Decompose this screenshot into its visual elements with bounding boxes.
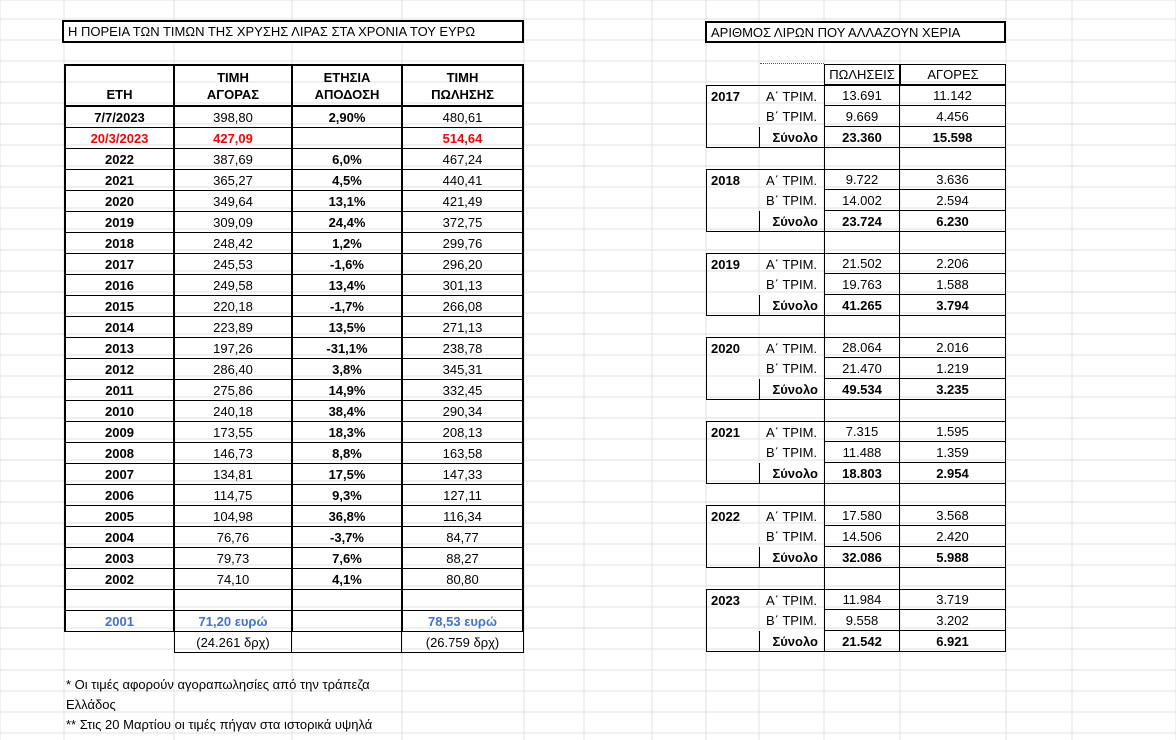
left-row-buy: 349,64: [174, 191, 292, 212]
buys-value: 1.359: [900, 442, 1006, 463]
sales-value: 9.722: [824, 169, 900, 190]
quarter-label: Α΄ ΤΡΙΜ.: [759, 85, 824, 106]
base-row-buy: 71,20 ευρώ: [174, 611, 292, 632]
total-sales: 23.724: [824, 211, 900, 232]
group-year-empty: [706, 547, 759, 568]
spacer-cell: [900, 316, 1006, 337]
quarter-label: Β΄ ΤΡΙΜ.: [765, 529, 818, 544]
left-row-year: 20/3/2023: [64, 128, 174, 149]
group-year: 2019: [706, 253, 759, 274]
sales-value: 14.002: [824, 190, 900, 211]
group-year-empty: [706, 463, 759, 484]
left-row-sell: 345,31: [402, 359, 524, 380]
total-buys: 6.230: [900, 211, 1006, 232]
quarter-label: Β΄ ΤΡΙΜ.: [765, 445, 818, 460]
left-row-year: 2018: [64, 233, 174, 254]
quarter-label: Α΄ ΤΡΙΜ.: [759, 253, 824, 274]
left-row-year: 2011: [64, 380, 174, 401]
left-row-buy: 146,73: [174, 443, 292, 464]
left-row-buy: 134,81: [174, 464, 292, 485]
left-row-sell: 266,08: [402, 296, 524, 317]
group-year: 2018: [706, 169, 759, 190]
left-row-sell: 116,34: [402, 506, 524, 527]
left-row-yield: 6,0%: [292, 149, 402, 170]
left-row-buy: 74,10: [174, 569, 292, 590]
left-row-yield: 13,5%: [292, 317, 402, 338]
left-row-year: 2003: [64, 548, 174, 569]
left-row-sell: 440,41: [402, 170, 524, 191]
left-row-sell: 480,61: [402, 107, 524, 128]
group-year-empty: [706, 358, 759, 379]
base-row-sell: 78,53 ευρώ: [402, 611, 524, 632]
quarter-label: Α΄ ΤΡΙΜ.: [759, 589, 824, 610]
left-row-sell: 514,64: [402, 128, 524, 149]
group-year-empty: [706, 106, 759, 127]
buys-value: 3.636: [900, 169, 1006, 190]
left-row-yield: 3,8%: [292, 359, 402, 380]
sales-value: 28.064: [824, 337, 900, 358]
left-row-buy: 398,80: [174, 107, 292, 128]
sales-value: 13.691: [824, 85, 900, 106]
left-row-year: 2013: [64, 338, 174, 359]
left-row-year: 2020: [64, 191, 174, 212]
left-row-yield: 14,9%: [292, 380, 402, 401]
left-row-yield: 17,5%: [292, 464, 402, 485]
footnote: * Οι τιμές αφορούν αγοραπωλησίες από την τράπεζα: [66, 677, 370, 692]
spacer-cell: [824, 316, 900, 337]
column-header: [174, 64, 292, 107]
group-year-empty: [706, 211, 759, 232]
sales-value: 9.669: [824, 106, 900, 127]
sales-value: 9.558: [824, 610, 900, 631]
left-spacer-cell: [174, 590, 292, 611]
group-year-empty: [706, 526, 759, 547]
left-row-year: 2019: [64, 212, 174, 233]
buys-value: 3.202: [900, 610, 1006, 631]
left-row-sell: 127,11: [402, 485, 524, 506]
column-header: [402, 64, 524, 107]
left-row-yield: 1,2%: [292, 233, 402, 254]
left-row-sell: 238,78: [402, 338, 524, 359]
left-row-sell: 296,20: [402, 254, 524, 275]
left-row-buy: 427,09: [174, 128, 292, 149]
left-row-yield: 36,8%: [292, 506, 402, 527]
spacer-cell: [900, 400, 1006, 421]
total-sales: 49.534: [824, 379, 900, 400]
left-row-year: 2008: [64, 443, 174, 464]
left-row-yield: -3,7%: [292, 527, 402, 548]
buys-value: 1.588: [900, 274, 1006, 295]
left-row-buy: 248,42: [174, 233, 292, 254]
total-buys: 2.954: [900, 463, 1006, 484]
spacer-cell: [900, 232, 1006, 253]
spacer-cell: [824, 400, 900, 421]
left-row-buy: 245,53: [174, 254, 292, 275]
quarter-label: Α΄ ΤΡΙΜ.: [759, 421, 824, 442]
left-row-buy: 197,26: [174, 338, 292, 359]
left-row-sell: 301,13: [402, 275, 524, 296]
left-row-year: 2007: [64, 464, 174, 485]
column-header-line1: ΤΙΜΗ: [217, 70, 249, 85]
sales-value: 21.502: [824, 253, 900, 274]
spacer-cell: [824, 148, 900, 169]
left-row-buy: 275,86: [174, 380, 292, 401]
column-header-line2: ΠΩΛΗΣΗΣ: [431, 87, 494, 102]
left-row-yield: 7,6%: [292, 548, 402, 569]
left-row-yield: -1,6%: [292, 254, 402, 275]
left-row-sell: 163,58: [402, 443, 524, 464]
total-label: Σύνολο: [759, 211, 824, 232]
total-sales: 41.265: [824, 295, 900, 316]
left-row-sell: 88,27: [402, 548, 524, 569]
sales-value: 21.470: [824, 358, 900, 379]
buys-value: 1.595: [900, 421, 1006, 442]
left-row-yield: 9,3%: [292, 485, 402, 506]
left-row-yield: 24,4%: [292, 212, 402, 233]
quarter-label: Α΄ ΤΡΙΜ.: [759, 505, 824, 526]
total-sales: 18.803: [824, 463, 900, 484]
spacer-cell: [900, 568, 1006, 589]
total-sales: 23.360: [824, 127, 900, 148]
total-buys: 3.235: [900, 379, 1006, 400]
total-buys: 6.921: [900, 631, 1006, 652]
column-header: [64, 64, 174, 107]
total-buys: 5.988: [900, 547, 1006, 568]
total-label: Σύνολο: [759, 295, 824, 316]
column-header-line1: ΕΤΗΣΙΑ: [323, 70, 371, 85]
left-row-buy: 173,55: [174, 422, 292, 443]
base-row-year: 2001: [64, 611, 174, 632]
left-spacer-cell: [402, 590, 524, 611]
left-row-year: 2012: [64, 359, 174, 380]
group-year: 2020: [706, 337, 759, 358]
total-label: Σύνολο: [759, 463, 824, 484]
left-row-sell: 467,24: [402, 149, 524, 170]
spacer-cell: [900, 484, 1006, 505]
buys-value: 2.420: [900, 526, 1006, 547]
drachma-sell: (26.759 δρχ): [402, 632, 524, 653]
group-year-empty: [706, 610, 759, 631]
sales-value: 19.763: [824, 274, 900, 295]
total-sales: 21.542: [824, 631, 900, 652]
left-row-year: 2014: [64, 317, 174, 338]
buys-value: 2.016: [900, 337, 1006, 358]
dotted-header-line: [760, 63, 824, 64]
left-row-buy: 365,27: [174, 170, 292, 191]
left-spacer-cell: [64, 590, 174, 611]
footnote: Ελλάδος: [66, 697, 116, 712]
left-row-sell: 332,45: [402, 380, 524, 401]
buys-value: 3.719: [900, 589, 1006, 610]
sales-value: 7.315: [824, 421, 900, 442]
left-row-buy: 309,09: [174, 212, 292, 233]
buys-value: 2.594: [900, 190, 1006, 211]
left-row-year: 2005: [64, 506, 174, 527]
left-row-sell: 208,13: [402, 422, 524, 443]
sales-value: 11.488: [824, 442, 900, 463]
buys-value: 3.568: [900, 505, 1006, 526]
group-year-empty: [706, 127, 759, 148]
left-row-yield: 2,90%: [292, 107, 402, 128]
left-row-yield: 8,8%: [292, 443, 402, 464]
column-header-line1: ΤΙΜΗ: [446, 70, 479, 85]
left-row-year: 2022: [64, 149, 174, 170]
group-year-empty: [706, 442, 759, 463]
quarter-label: Β΄ ΤΡΙΜ.: [765, 193, 818, 208]
left-row-year: 2017: [64, 254, 174, 275]
footnote: ** Στις 20 Μαρτίου οι τιμές πήγαν στα ιστορικά υψηλά: [66, 717, 373, 732]
quarter-label: Α΄ ΤΡΙΜ.: [759, 337, 824, 358]
left-row-buy: 220,18: [174, 296, 292, 317]
left-row-year: 2009: [64, 422, 174, 443]
spacer-cell: [824, 232, 900, 253]
left-row-sell: 84,77: [402, 527, 524, 548]
left-row-buy: 104,98: [174, 506, 292, 527]
left-row-buy: 286,40: [174, 359, 292, 380]
column-header: [292, 64, 402, 107]
left-row-buy: 114,75: [174, 485, 292, 506]
left-row-buy: 249,58: [174, 275, 292, 296]
left-row-yield: 18,3%: [292, 422, 402, 443]
buys-value: 4.456: [900, 106, 1006, 127]
buys-value: 11.142: [900, 85, 1006, 106]
quarter-label: Β΄ ΤΡΙΜ.: [765, 277, 818, 292]
left-row-yield: -31,1%: [292, 338, 402, 359]
group-year-empty: [706, 379, 759, 400]
sales-value: 14.506: [824, 526, 900, 547]
spacer-cell: [900, 148, 1006, 169]
right-column-header: ΠΩΛΗΣΕΙΣ: [824, 64, 900, 85]
left-row-yield: 13,1%: [292, 191, 402, 212]
spacer-cell: [824, 484, 900, 505]
left-row-buy: 223,89: [174, 317, 292, 338]
left-row-year: 2002: [64, 569, 174, 590]
group-year-empty: [706, 190, 759, 211]
left-spacer-cell: [292, 590, 402, 611]
left-row-yield: 13,4%: [292, 275, 402, 296]
sales-value: 11.984: [824, 589, 900, 610]
right-column-header: ΑΓΟΡΕΣ: [900, 64, 1006, 85]
column-header-line2: ΑΓΟΡΑΣ: [206, 87, 260, 102]
drachma-empty: [292, 632, 402, 653]
sales-value: 17.580: [824, 505, 900, 526]
left-row-yield: [292, 128, 402, 149]
drachma-buy: (24.261 δρχ): [174, 632, 292, 653]
left-row-year: 2010: [64, 401, 174, 422]
left-row-year: 2004: [64, 527, 174, 548]
left-row-sell: 80,80: [402, 569, 524, 590]
left-row-sell: 299,76: [402, 233, 524, 254]
total-label: Σύνολο: [759, 127, 824, 148]
group-year: 2021: [706, 421, 759, 442]
left-table-title: Η ΠΟΡΕΙΑ ΤΩΝ ΤΙΜΩΝ ΤΗΣ ΧΡΥΣΗΣ ΛΙΡΑΣ ΣΤΑ ΧΡΟΝΙΑ ΤΟΥ ΕΥΡΩ: [62, 20, 524, 43]
left-row-buy: 240,18: [174, 401, 292, 422]
total-buys: 15.598: [900, 127, 1006, 148]
left-row-year: 2021: [64, 170, 174, 191]
quarter-label: Β΄ ΤΡΙΜ.: [765, 109, 818, 124]
column-header-line2: ΕΤΗ: [106, 87, 133, 102]
total-label: Σύνολο: [759, 379, 824, 400]
left-row-year: 2006: [64, 485, 174, 506]
group-year: 2022: [706, 505, 759, 526]
left-row-sell: 271,13: [402, 317, 524, 338]
left-row-yield: -1,7%: [292, 296, 402, 317]
left-row-buy: 76,76: [174, 527, 292, 548]
right-table-title: ΑΡΙΘΜΟΣ ΛΙΡΩΝ ΠΟΥ ΑΛΛΑΖΟΥΝ ΧΕΡΙΑ: [705, 21, 1006, 43]
quarter-label: Α΄ ΤΡΙΜ.: [759, 169, 824, 190]
group-year-empty: [706, 631, 759, 652]
quarter-label: Β΄ ΤΡΙΜ.: [765, 613, 818, 628]
left-row-sell: 290,34: [402, 401, 524, 422]
group-year-empty: [706, 274, 759, 295]
total-sales: 32.086: [824, 547, 900, 568]
buys-value: 1.219: [900, 358, 1006, 379]
left-row-buy: 387,69: [174, 149, 292, 170]
left-row-year: 2015: [64, 296, 174, 317]
column-header-line2: ΑΠΟΔΟΣΗ: [314, 87, 380, 102]
left-row-year: 2016: [64, 275, 174, 296]
quarter-label: Β΄ ΤΡΙΜ.: [765, 361, 818, 376]
group-year: 2017: [706, 85, 759, 106]
total-buys: 3.794: [900, 295, 1006, 316]
total-label: Σύνολο: [759, 547, 824, 568]
spacer-cell: [824, 568, 900, 589]
buys-value: 2.206: [900, 253, 1006, 274]
left-row-yield: 4,5%: [292, 170, 402, 191]
group-year: 2023: [706, 589, 759, 610]
left-row-sell: 421,49: [402, 191, 524, 212]
left-row-sell: 372,75: [402, 212, 524, 233]
left-row-yield: 38,4%: [292, 401, 402, 422]
base-row-empty: [292, 611, 402, 632]
left-row-year: 7/7/2023: [64, 107, 174, 128]
group-year-empty: [706, 295, 759, 316]
left-row-sell: 147,33: [402, 464, 524, 485]
left-row-yield: 4,1%: [292, 569, 402, 590]
total-label: Σύνολο: [759, 631, 824, 652]
left-row-buy: 79,73: [174, 548, 292, 569]
